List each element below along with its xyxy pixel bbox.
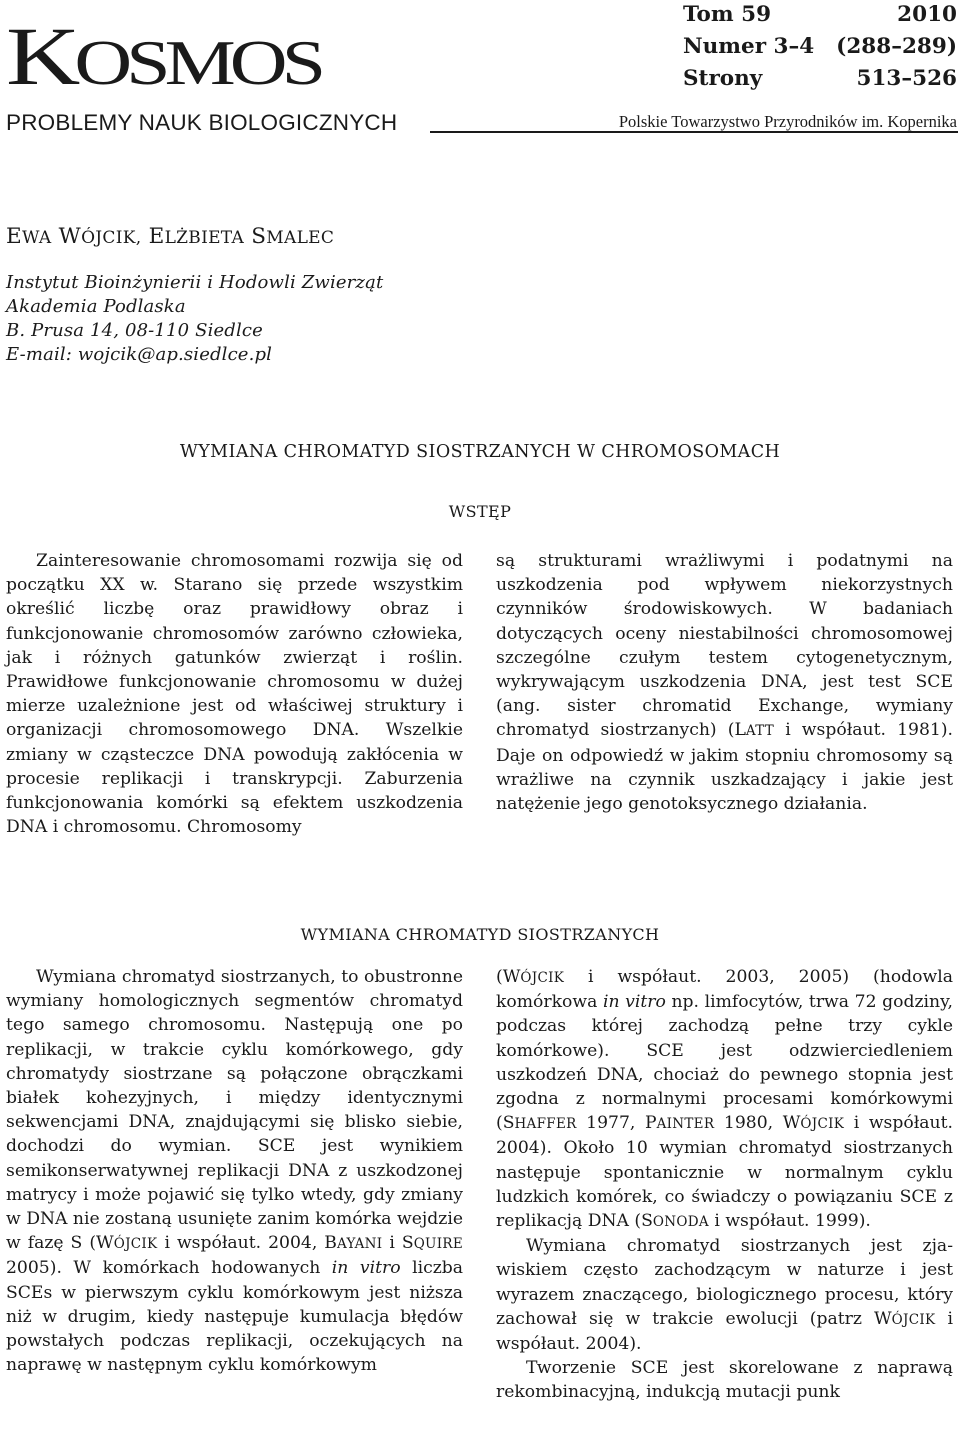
pages-range: 513–526 (856, 66, 957, 91)
sce-paragraph-1: Wymiana chromatyd siostrzanych, to obustronne wymiany homologicznych segmentów chromatyd tego samego chromosomu. Następują one po replikacji, w trakcie cyklu komórkowego, gdy chromatydy siostrzane są połączone obrączkami białek kohezyjnych, i między identycznymi sekwencjami DNA, znajdującymi się blisko siebie, dochodzi do wymian. SCE jest wynikiem semikonserwatywnej replikacji DNA z uszkodzonej matrycy i może pojawić się tylko wtedy, gdy zmiany w DNA nie zostaną usunięte zanim komórka wejdzie w fazę S (WÓJCIK i współaut. 2004, BAYANI i SQUIRE 2005). W komórkach hodowanych in vitro liczba SCEs w pierwszym cyklu komórkowym jest niższa niż w drugim, kiedy następuje kumulacja błędów powstałych podczas replikacji, oczekujących na naprawę w następnym cyklu komórkowym (6, 967, 463, 1376)
affiliation-institute: Instytut Bioinżynierii i Hodowli Zwierząt (6, 272, 384, 293)
society-name: Polskie Towarzystwo Przyrodników im. Kopernika (618, 112, 957, 131)
affiliation-academy: Akademia Podlaska (6, 296, 186, 317)
affiliation-email: E-mail: wojcik@ap.siedlce.pl (6, 344, 273, 365)
section-heading-sce: WYMIANA CHROMATYD SIOSTRZANYCH (300, 925, 660, 944)
issue-numbers: (288–289) (836, 34, 957, 59)
article-title: WYMIANA CHROMATYD SIOSTRZANYCH W CHROMOSOMACH (179, 442, 781, 462)
sce-right-column (496, 965, 953, 1405)
year: 2010 (897, 2, 957, 27)
sce-paragraph-3: Wymiana chromatyd siostrzanych jest zjawiskiem często zachodzącym w naturze i jest wyrazem znaczącego, biologicznego procesu, który zachował się w trakcie ewolucji (patrz WÓJCIK i współaut. 2004). (496, 1236, 953, 1355)
author-names: EWA WÓJCIK, ELŻBIETA SMALEC (6, 224, 335, 249)
intro-paragraph-2: są strukturami wrażliwymi i podatnymi na uszkodzenia pod wpływem niekorzystnych czynników środowiskowych. W badaniach dotyczących oceny niestabilności chromosomowej szczególne czułym testem cytogenetycznym, wykrywającym uszkodzenia DNA, jest test SCE (ang. sister chromatid Exchange, wymiany chromatyd siostrzanych) (LATT i współaut. 1981). Daje on odpowiedź w jakim stopniu chromosomy są wrażliwe na czynnik uszkadzający i jakie jest natężenie jego genotoksycznego działania. (496, 551, 953, 815)
affiliation-address: B. Prusa 14, 08-110 Siedlce (6, 320, 263, 341)
volume-label: Tom 59 (683, 2, 772, 27)
journal-logo: KOSMOS (6, 11, 321, 103)
intro-paragraph-1: Zainteresowanie chromosomami rozwija się od początku XX w. Starano się przede wszystkim określić liczbę oraz prawidłowy obraz i funkcjonowanie chromosomów zarówno człowieka, jak i różnych gatunków zwierząt i roślin. Prawidłowe funkcjonowanie chromosomu w dużej mierze uzależnione jest od właściwej struktury i organizacji chromosomowego DNA. Wszelkie zmiany w cząsteczce DNA powodują zakłócenia w procesie replikacji i transkrypcji. Zaburzenia funkcjonowania komórki są efektem uszkodzenia DNA i chromosomu. Chromosomy (6, 551, 463, 838)
sce-paragraph-2: (WÓJCIK i współaut. 2003, 2005) (hodowla komórkowa in vitro np. limfocytów, trwa 72 godziny, podczas której zachodzą pełne trzy cykle komórkowe). SCE jest odzwierciedleniem uszkodzeń DNA, chociaż do pewnego stopnia jest zgodna z normalnymi procesami komórkowymi (SHAFFER 1977, PAINTER 1980, WÓJCIK i współaut. 2004). Około 10 wymian chromatyd siostrzanych następuje spontanicznie w normalnym cyklu ludzkich komórek, co świadczy o powiązaniu SCE z replikacją DNA (SONODA i współaut. 1999). (496, 967, 953, 1232)
section-heading-intro: WSTĘP (448, 502, 512, 521)
journal-subtitle: PROBLEMY NAUK BIOLOGICZNYCH (6, 110, 398, 135)
pages-label: Strony (683, 66, 763, 91)
intro-left-column (6, 549, 463, 839)
sce-paragraph-4: Tworzenie SCE jest skorelowane z naprawą rekombinacyjną, indukcją mutacji punk (496, 1358, 953, 1403)
intro-right-column (496, 549, 953, 816)
issue-label: Numer 3–4 (683, 34, 815, 59)
sce-left-column (6, 965, 463, 1377)
